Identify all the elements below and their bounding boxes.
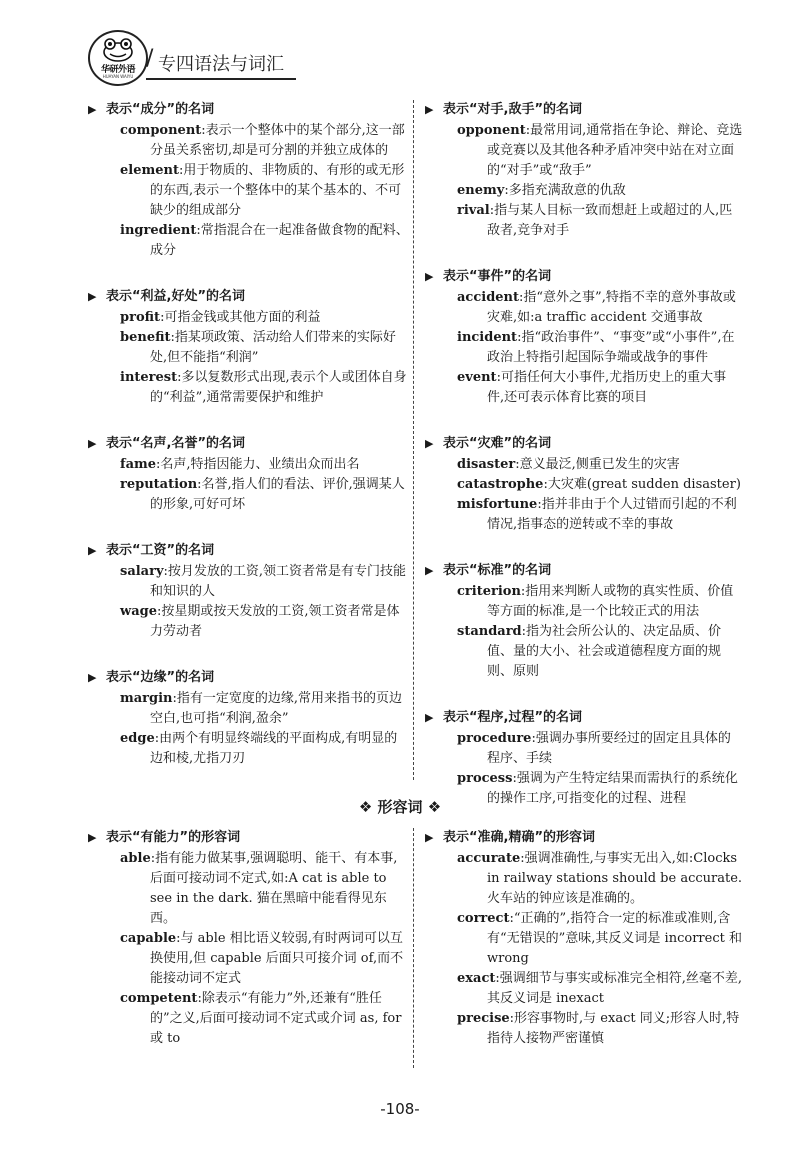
- vocab-entry: [88, 328, 410, 368]
- section-heading: [425, 100, 743, 120]
- bullet-arrow-icon: ▶: [425, 437, 434, 450]
- vocab-definition: :指“政治事件”、“事变”或“小事件”,在政治上特指引起国际争端或战争的事件: [487, 330, 735, 365]
- vocab-term: reputation: [120, 477, 198, 492]
- vocab-definition: :可指任何大小事件,尤指历史上的重大事件,还可表示体育比赛的项目: [487, 370, 727, 405]
- vocab-definition: :强调为产生特定结果而需执行的系统化的操作工序,可指变化的过程、进程: [487, 771, 738, 806]
- bullet-arrow-icon: ▶: [88, 544, 97, 557]
- vocab-entry: [88, 989, 410, 1049]
- vocab-entry: [425, 181, 743, 201]
- vocab-definition: :与 able 相比语义较弱,有时两词可以互换使用,但 capable 后面只可接介词 of,而不能接动词不定式: [150, 931, 404, 986]
- logo-subtext: HUAYAN WAIYU: [102, 74, 134, 79]
- section-heading: [425, 434, 743, 454]
- vocab-entry: [88, 308, 410, 328]
- frog-icon: [100, 38, 136, 62]
- vocab-definition: :指某项政策、活动给人们带来的实际好处,但不能指“利润”: [150, 330, 396, 365]
- vocab-term: process: [457, 771, 513, 786]
- vocab-term: fame: [120, 457, 157, 472]
- vocab-term: misfortune: [457, 497, 538, 512]
- book-title: 专四语法与词汇: [158, 54, 284, 75]
- section-heading-text: 表示“有能力”的形容词: [106, 830, 241, 845]
- vocab-definition: :指有能力做某事,强调聪明、能干、有本事,后面可接动词不定式,如:A cat is able to see in the dark. 猫在黑暗中能看得见东西。: [150, 851, 398, 926]
- vocab-term: competent: [120, 991, 198, 1006]
- vocab-definition: :常指混合在一起准备做食物的配料、成分: [150, 223, 409, 258]
- vocab-term: benefit: [120, 330, 171, 345]
- vocab-entry: [88, 602, 410, 642]
- section-heading: [88, 434, 410, 454]
- vocab-entry: [425, 201, 743, 241]
- vocab-entry: [425, 328, 743, 368]
- section-heading-text: 表示“边缘”的名词: [106, 670, 215, 685]
- vocab-entry: [425, 475, 743, 495]
- vocab-term: edge: [120, 731, 155, 746]
- section-heading: [425, 828, 743, 848]
- vocab-entry: [88, 455, 410, 475]
- vocab-entry: [425, 455, 743, 475]
- section-heading-text: 表示“对手,敌手”的名词: [443, 102, 583, 117]
- vocab-definition: :指“意外之事”,特指不幸的意外事故或灾难,如:a traffic accident 交通事故: [487, 290, 736, 325]
- vocab-definition: :指与某人目标一致而想赶上或超过的人,匹敌者,竞争对手: [487, 203, 733, 238]
- vocab-section: [425, 561, 743, 682]
- vocab-entry: [425, 969, 743, 1009]
- vocab-entry: [425, 622, 743, 682]
- vocab-entry: [88, 729, 410, 769]
- vocab-definition: :多指充满敌意的仇敌: [504, 183, 626, 198]
- vocab-section: [425, 100, 743, 241]
- vocab-term: salary: [120, 564, 164, 579]
- vocab-term: wage: [120, 604, 157, 619]
- vocab-term: accurate: [457, 851, 521, 866]
- section-heading-text: 表示“程序,过程”的名词: [443, 710, 583, 725]
- vocab-entry: [425, 1009, 743, 1049]
- page-header: [88, 28, 288, 88]
- vocab-definition: :强调准确性,与事实无出入,如:Clocks in railway stations should be accurate. 火车站的钟应该是准确的。: [487, 851, 743, 906]
- vocab-section: [88, 668, 410, 769]
- vocab-definition: :意义最泛,侧重已发生的灾害: [515, 457, 680, 472]
- section-heading-text: 表示“灾难”的名词: [443, 436, 552, 451]
- header-underline: [146, 78, 296, 80]
- vocab-definition: :按星期或按天发放的工资,领工资者常是体力劳动者: [150, 604, 400, 639]
- vocab-entry: [425, 909, 743, 969]
- bullet-arrow-icon: ▶: [88, 103, 97, 116]
- vocab-term: exact: [457, 971, 496, 986]
- vocab-section: [425, 434, 743, 535]
- vocab-section: [88, 287, 410, 408]
- vocab-term: catastrophe: [457, 477, 544, 492]
- vocab-section: [88, 828, 410, 1049]
- vocab-definition: :名誉,指人们的看法、评价,强调某人的形象,可好可坏: [150, 477, 405, 512]
- bullet-arrow-icon: ▶: [425, 270, 434, 283]
- section-heading: [88, 828, 410, 848]
- bullet-arrow-icon: ▶: [88, 671, 97, 684]
- vocab-term: correct: [457, 911, 510, 926]
- vocab-term: margin: [120, 691, 173, 706]
- vocab-entry: [425, 729, 743, 769]
- bullet-arrow-icon: ▶: [88, 831, 97, 844]
- vocab-definition: :表示一个整体中的某个部分,这一部分虽关系密切,却是可分割的并独立成体的: [150, 123, 405, 158]
- vocab-definition: :按月发放的工资,领工资者常是有专门技能和知识的人: [150, 564, 407, 599]
- section-heading: [88, 668, 410, 688]
- vocab-definition: :除表示“有能力”外,还兼有“胜任的”之义,后面可接动词不定式或介词 as, for 或 to: [150, 991, 402, 1046]
- section-heading: [425, 708, 743, 728]
- vocab-term: accident: [457, 290, 520, 305]
- vocab-definition: :大灾难(great sudden disaster): [543, 477, 741, 492]
- column-divider-bottom: [413, 828, 414, 1068]
- vocab-term: disaster: [457, 457, 516, 472]
- vocab-entry: [88, 689, 410, 729]
- vocab-definition: :形容事物时,与 exact 同义;形容人时,特指待人接物严密谨慎: [487, 1011, 740, 1046]
- vocab-entry: [425, 121, 743, 181]
- column-divider: [413, 100, 414, 780]
- vocab-definition: :用于物质的、非物质的、有形的或无形的东西,表示一个整体中的某个基本的、不可缺少的组成部分: [150, 163, 405, 218]
- bullet-arrow-icon: ▶: [425, 103, 434, 116]
- vocab-term: component: [120, 123, 202, 138]
- vocab-term: criterion: [457, 584, 521, 599]
- vocab-section: [88, 541, 410, 642]
- vocab-term: able: [120, 851, 151, 866]
- vocab-entry: [88, 475, 410, 515]
- vocab-term: rival: [457, 203, 490, 218]
- vocab-definition: :最常用词,通常指在争论、辩论、竞选或竞赛以及其他各种矛盾冲突中站在对立面的“对手”或“敌手”: [487, 123, 743, 178]
- bullet-arrow-icon: ▶: [88, 437, 97, 450]
- vocab-term: event: [457, 370, 497, 385]
- vocab-entry: [88, 849, 410, 929]
- vocab-definition: :“正确的”,指符合一定的标准或准则,含有“无错误的”意味,其反义词是 incorrect 和 wrong: [487, 911, 742, 966]
- vocab-definition: :由两个有明显终端线的平面构成,有明显的边和棱,尤指刀刃: [150, 731, 398, 766]
- right-column-adjectives: [425, 828, 743, 1075]
- vocab-entry: [88, 121, 410, 161]
- bullet-arrow-icon: ▶: [425, 564, 434, 577]
- vocab-term: incident: [457, 330, 518, 345]
- section-heading: [425, 267, 743, 287]
- vocab-definition: :名声,特指因能力、业绩出众而出名: [156, 457, 360, 472]
- left-column-nouns: [88, 100, 410, 795]
- vocab-definition: :指为社会所公认的、决定品质、价值、量的大小、社会或道德程度方面的规则、原则: [487, 624, 722, 679]
- section-heading: [88, 100, 410, 120]
- vocab-entry: [88, 161, 410, 221]
- section-heading-text: 表示“成分”的名词: [106, 102, 215, 117]
- vocab-entry: [425, 495, 743, 535]
- vocab-definition: :可指金钱或其他方面的利益: [160, 310, 321, 325]
- vocab-term: standard: [457, 624, 522, 639]
- vocab-term: ingredient: [120, 223, 197, 238]
- vocab-entry: [88, 221, 410, 261]
- publisher-logo: [88, 30, 148, 86]
- right-column-nouns: [425, 100, 743, 835]
- vocab-term: element: [120, 163, 179, 178]
- vocab-term: opponent: [457, 123, 526, 138]
- section-heading: [88, 287, 410, 307]
- vocab-section: [425, 267, 743, 408]
- header-separator: /: [146, 46, 154, 71]
- section-heading-text: 表示“工资”的名词: [106, 543, 215, 558]
- section-heading-text: 表示“利益,好处”的名词: [106, 289, 246, 304]
- vocab-section: [88, 100, 410, 261]
- vocab-section: [425, 708, 743, 809]
- vocab-definition: :多以复数形式出现,表示个人或团体自身的“利益”,通常需要保护和维护: [150, 370, 407, 405]
- section-heading: [88, 541, 410, 561]
- section-heading-text: 表示“名声,名誉”的名词: [106, 436, 246, 451]
- left-column-adjectives: [88, 828, 410, 1075]
- adjectives-section-title: ❖ 形容词 ❖: [358, 798, 442, 816]
- section-heading-text: 表示“标准”的名词: [443, 563, 552, 578]
- vocab-section: [88, 434, 410, 515]
- section-heading-text: 表示“事件”的名词: [443, 269, 552, 284]
- vocab-definition: :强调细节与事实或标准完全相符,丝毫不差,其反义词是 inexact: [487, 971, 743, 1006]
- vocab-term: profit: [120, 310, 161, 325]
- bullet-arrow-icon: ▶: [88, 290, 97, 303]
- vocab-entry: [88, 368, 410, 408]
- vocab-term: precise: [457, 1011, 510, 1026]
- section-heading: [425, 561, 743, 581]
- vocab-entry: [425, 582, 743, 622]
- vocab-entry: [425, 288, 743, 328]
- vocab-definition: :指有一定宽度的边缘,常用来指书的页边空白,也可指“利润,盈余”: [150, 691, 403, 726]
- vocab-term: capable: [120, 931, 177, 946]
- section-heading-text: 表示“准确,精确”的形容词: [443, 830, 596, 845]
- logo-text: 华研外语: [100, 65, 135, 75]
- vocab-definition: :指用来判断人或物的真实性质、价值等方面的标准,是一个比较正式的用法: [487, 584, 734, 619]
- vocab-entry: [425, 849, 743, 909]
- bullet-arrow-icon: ▶: [425, 831, 434, 844]
- vocab-term: procedure: [457, 731, 532, 746]
- vocab-term: interest: [120, 370, 178, 385]
- vocab-entry: [425, 368, 743, 408]
- vocab-section: [425, 828, 743, 1049]
- vocab-definition: :强调办事所要经过的固定且具体的程序、手续: [487, 731, 731, 766]
- vocab-entry: [88, 562, 410, 602]
- vocab-definition: :指并非由于个人过错而引起的不利情况,指事态的逆转或不幸的事故: [487, 497, 737, 532]
- vocab-term: enemy: [457, 183, 505, 198]
- vocab-entry: [88, 929, 410, 989]
- bullet-arrow-icon: ▶: [425, 711, 434, 724]
- page-number: -108-: [380, 1100, 420, 1118]
